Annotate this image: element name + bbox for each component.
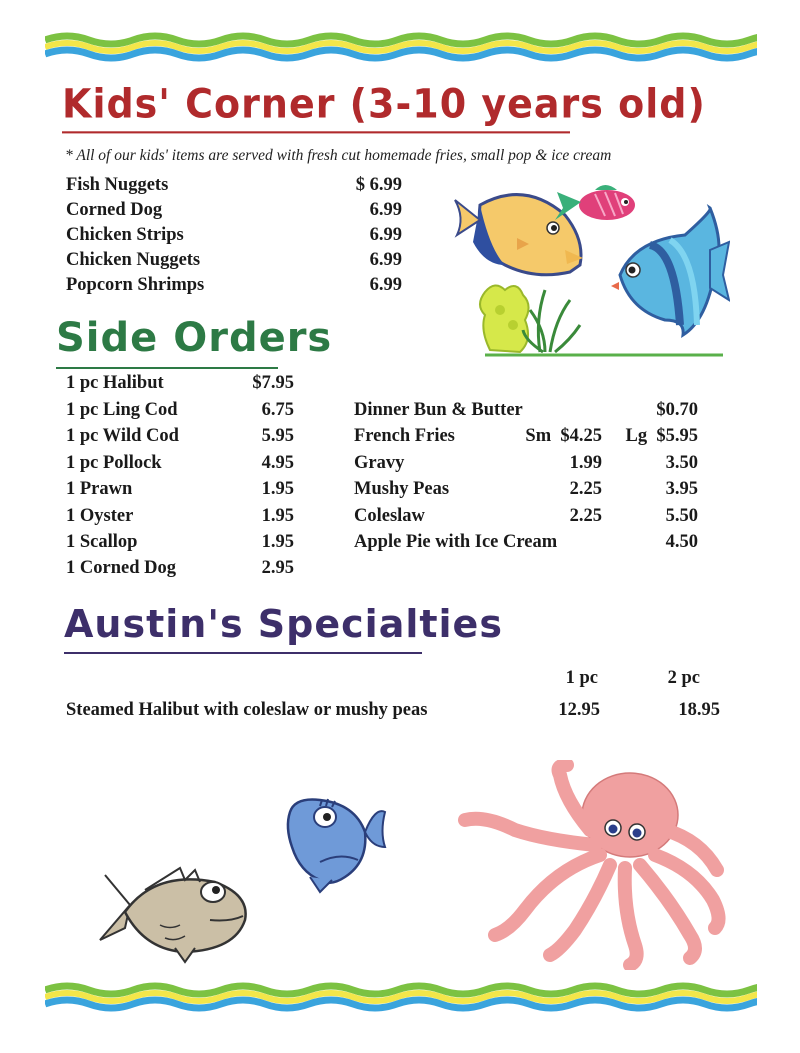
specialties-col-1pc-header: 1 pc: [565, 668, 598, 688]
side-item-price: 6.75: [261, 400, 294, 420]
kids-corner-title: Kids' Corner (3-10 years old): [62, 80, 706, 128]
side-item-small-price: 1.99: [569, 453, 602, 473]
side-item-small-price: 2.25: [569, 479, 602, 499]
side-item-price: 4.95: [261, 453, 294, 473]
side-item-name: 1 pc Halibut: [66, 373, 164, 393]
specialty-item-2pc-price: 18.95: [678, 700, 720, 720]
octopus-icon: [455, 760, 730, 970]
wave-border-bottom: [45, 982, 757, 1012]
specialties-title: Austin's Specialties: [64, 602, 503, 646]
side-orders-underline: [56, 367, 278, 369]
side-item-large-price: Lg $5.95: [625, 426, 698, 446]
side-item-large-price: 4.50: [665, 532, 698, 552]
side-item-price: 1.95: [261, 479, 294, 499]
specialty-item-name: Steamed Halibut with coleslaw or mushy peas: [66, 700, 428, 720]
blue-cartoon-fish-icon: [280, 792, 395, 897]
side-item-large-price: $0.70: [656, 400, 698, 420]
side-item-name: Apple Pie with Ice Cream: [354, 532, 558, 552]
side-item-price: 2.95: [261, 558, 294, 578]
side-item-small-price: Sm $4.25: [525, 426, 602, 446]
side-item-name: Gravy: [354, 453, 405, 473]
specialties-underline: [64, 652, 422, 654]
kids-item-price: $ 6.99: [355, 175, 402, 195]
kids-item-name: Chicken Strips: [66, 225, 184, 245]
side-item-name: Coleslaw: [354, 506, 425, 526]
side-orders-heading: [56, 315, 332, 361]
grey-cartoon-fish-icon: [85, 860, 255, 965]
kids-item-price: 6.99: [369, 275, 402, 295]
side-item-large-price: 5.50: [665, 506, 698, 526]
side-item-small-price: 2.25: [569, 506, 602, 526]
kids-item-name: Corned Dog: [66, 200, 163, 220]
side-item-name: 1 pc Pollock: [66, 453, 162, 473]
side-item-name: 1 Prawn: [66, 479, 133, 499]
kids-item-name: Popcorn Shrimps: [66, 275, 205, 295]
side-item-price: $7.95: [252, 373, 294, 393]
side-item-name: Mushy Peas: [354, 479, 450, 499]
side-item-name: 1 Scallop: [66, 532, 138, 552]
side-item-price: 1.95: [261, 506, 294, 526]
side-item-name: 1 pc Wild Cod: [66, 426, 179, 446]
kids-item-name: Fish Nuggets: [66, 175, 169, 195]
kids-item-price: 6.99: [369, 200, 402, 220]
side-orders-title: Side Orders: [56, 315, 333, 361]
kids-item-price: 6.99: [369, 250, 402, 270]
specialties-col-2pc-header: 2 pc: [667, 668, 700, 688]
specialties-heading: [64, 602, 503, 646]
kids-item-name: Chicken Nuggets: [66, 250, 201, 270]
kids-item-price: 6.99: [369, 225, 402, 245]
aquarium-illustration: [445, 180, 730, 362]
side-item-name: 1 Oyster: [66, 506, 134, 526]
kids-note: * All of our kids' items are served with fresh cut homemade fries, small pop & ice cream: [65, 147, 612, 164]
wave-border-top: [45, 32, 757, 62]
pink-fish-icon: [555, 185, 635, 220]
side-item-name: 1 pc Ling Cod: [66, 400, 178, 420]
side-item-large-price: 3.50: [665, 453, 698, 473]
kids-corner-heading: [62, 81, 706, 127]
side-item-name: French Fries: [354, 426, 455, 446]
side-item-name: 1 Corned Dog: [66, 558, 176, 578]
specialty-item-1pc-price: 12.95: [558, 700, 600, 720]
side-item-name: Dinner Bun & Butter: [354, 400, 523, 420]
side-item-large-price: 3.95: [665, 479, 698, 499]
kids-corner-underline: [62, 131, 570, 133]
side-item-price: 1.95: [261, 532, 294, 552]
side-item-price: 5.95: [261, 426, 294, 446]
angelfish-icon: [611, 208, 729, 335]
